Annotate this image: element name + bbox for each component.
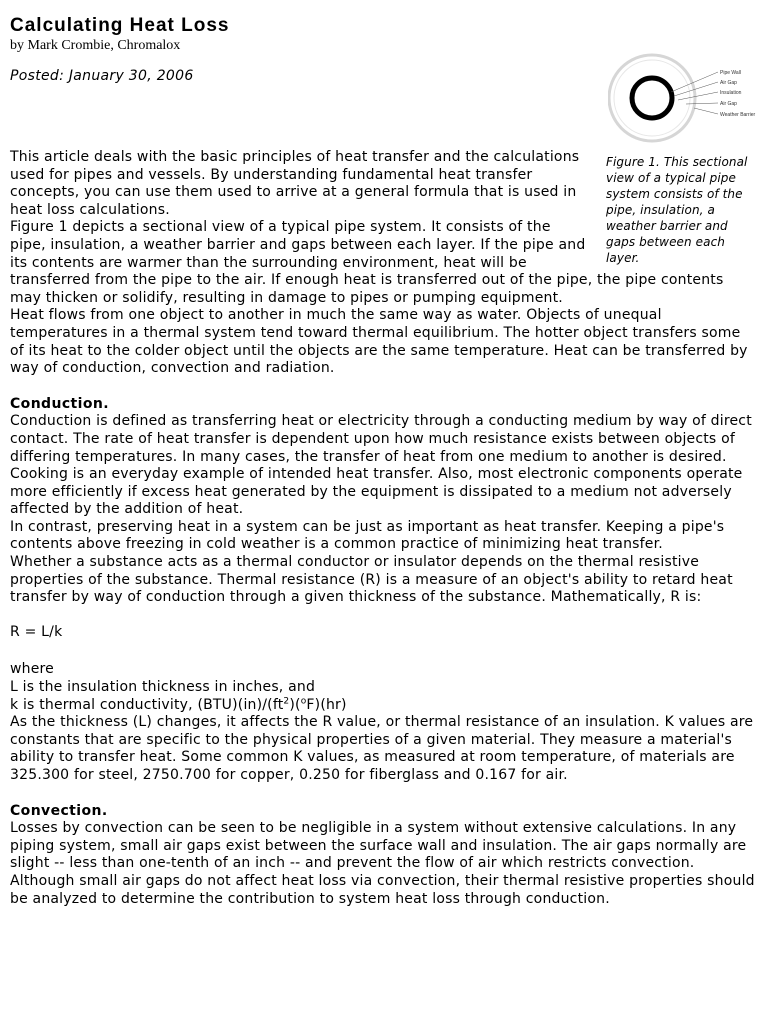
- figure-label-air-gap-outer: Air Gap: [720, 101, 737, 107]
- intro-paragraph: This article deals with the basic principles of heat transfer and the calculations used for pipes and vessels. By understanding fundamental heat transfer concepts, you can use them used to arrive at a general formula that is used in heat loss calculations.: [10, 149, 580, 218]
- definition-l: L is the insulation thickness in inches, and: [10, 679, 316, 696]
- conduction-paragraph: Whether a substance acts as a thermal conductor or insulator depends on the thermal resistive properties of the substance. Thermal resistance (R) is a measure of an object's ability to retard heat transfer by way of conduction through a given thickness of the substance. Mathematically, R is:: [10, 554, 733, 606]
- section-heading-conduction: Conduction.: [10, 395, 109, 412]
- formula-where: where: [10, 661, 54, 678]
- figure-label-air-gap: Air Gap: [720, 80, 737, 86]
- conduction-paragraph: Conduction is defined as transferring heat or electricity through a conducting medium by way of direct contact. The rate of heat transfer is dependent upon how much resistance exists between objects of differing temperatures. In many cases, the transfer of heat from one medium to another is desired. Cooking is an everyday example of intended heat transfer. Also, most electronic components operate more efficiently if excess heat generated by the equipment is dissipated to a medium not adversely affected by the addition of heat.: [10, 413, 752, 518]
- figure-label-weather-barrier: Weather Barrier: [720, 112, 756, 118]
- section-heading-convection: Convection.: [10, 802, 108, 819]
- article-title: Calculating Heat Loss: [10, 15, 230, 36]
- article-posted-date: Posted: January 30, 2006: [10, 68, 194, 84]
- article-byline: by Mark Crombie, Chromalox: [10, 38, 181, 53]
- article: [10, 14, 758, 907]
- definition-k: k is thermal conductivity, $(BTU)(in)/(ft^2)(^oF)(hr)$: [10, 695, 347, 713]
- convection-paragraph: Losses by convection can be seen to be negligible in a system without extensive calculations. In any piping system, small air gaps exist between the surface wall and insulation. The air gaps normally are slight -- less than one-tenth of an inch -- and prevent the flow of air which restricts convection. Although small air gaps do not affect heat loss via convection, their thermal resistive properties should be analyzed to determine the contribution to system heat loss through conduction.: [10, 820, 755, 907]
- figure-label-insulation: Insulation: [720, 90, 742, 96]
- article-body: [10, 149, 758, 908]
- intro-paragraph: Heat flows from one object to another in much the same way as water. Objects of unequal temperatures in a thermal system tend toward thermal equilibrium. The hotter object transfers some of its heat to the colder object until the objects are the same temperature. Heat can be transferred by way of conduction, convection and radiation.: [10, 307, 748, 377]
- insulation-ring: [614, 60, 690, 136]
- figure-caption: Figure 1. This sectional view of a typical pipe system consists of the pipe, insulation, a weather barrier and gaps between each layer.: [606, 155, 748, 265]
- figure-label-pipe-wall: Pipe Wall: [720, 70, 741, 76]
- pipe-cross-section-diagram: [608, 48, 758, 148]
- formula-r-equals-l-over-k: R = L/k: [10, 623, 63, 640]
- conduction-paragraph: As the thickness (L) changes, it affects the R value, or thermal resistance of an insulation. K values are constants that are specific to the physical properties of a given material. They measure a material's ability to transfer heat. Some common K values, as measured at room temperature, of materials are 325.300 for steel, 2750.700 for copper, 0.250 for fiberglass and 0.167 for air.: [10, 714, 754, 783]
- conduction-paragraph: In contrast, preserving heat in a system can be just as important as heat transfer. Keeping a pipe's contents above freezing in cold weather is a common practice of minimizing heat transfer.: [10, 518, 725, 553]
- intro-paragraph: Figure 1 depicts a sectional view of a typical pipe system. It consists of the pipe, insulation, a weather barrier and gaps between each layer. If the pipe and its contents are warmer than the surrounding environment, heat will be transferred from the pipe to the air. If enough heat is transferred out of the pipe, the pipe contents may thicken or solidify, resulting in damage to pipes or pumping equipment.: [10, 219, 724, 306]
